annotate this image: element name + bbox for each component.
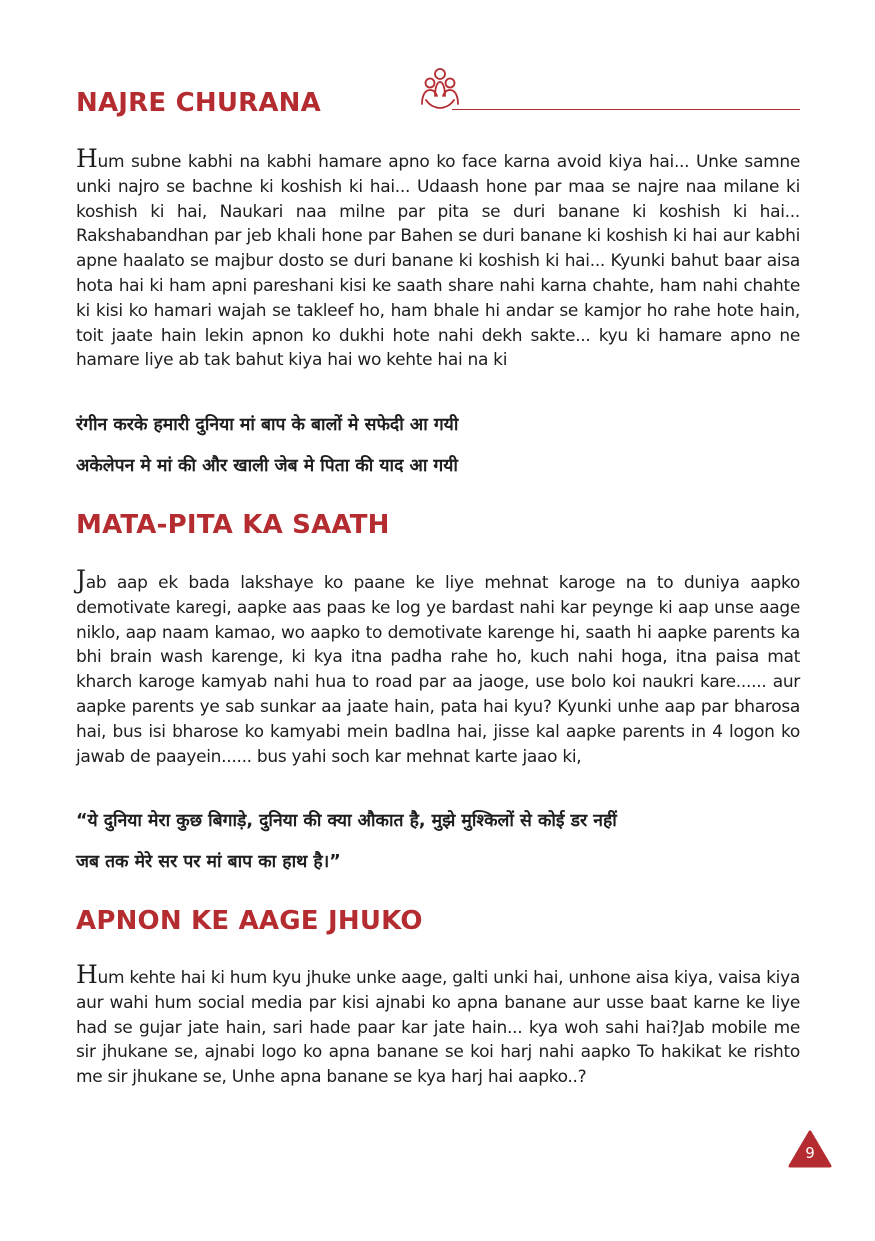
section-body-mata-pita-ka-saath	[76, 567, 800, 769]
family-icon	[416, 66, 464, 112]
hindi-quote-line-1: रंगीन करके हमारी दुनिया मां बाप के बालों मे सफेदी आ गयी	[76, 415, 459, 435]
hindi-quote-line-2: अकेलेपन मे मां की और खाली जेब मे पिता की याद आ गयी	[76, 456, 458, 476]
body-text: um subne kabhi na kabhi hamare apno ko face karna avoid kiya hai... Unke samne unki najro se bachne ki koshish ki hai... Udaash hone par maa se najre naa milane ki koshish ki hai, Naukari naa milne par pita se duri banane ki koshish ki hai... Rakshabandhan par jeb khali hone par Bahen se duri banane ki koshish ki hai aur kabhi apne haalato se majbur dosto se duri banane ki koshish ki hai... Kyunki bahut baar aisa hota hai ki ham apni pareshani kisi ke saath share nahi karna chahte, ham nahi chahte ki kisi ko hamari wajah se takleef ho, ham bhale hi andar se kamjor ho rahe hote hain, toit jaate hain lekin apnon ko dukhi hote nahi dekh sakte... kyu ki hamare apno ne hamare liye ab tak bahut kiya hai wo kehte hai na ki	[76, 152, 800, 371]
body-text: um kehte hai ki hum kyu jhuke unke aage, galti unki hai, unhone aisa kiya, vaisa kiya aur wahi hum social media par kisi ajnabi ko apna banane aur usse baat karne ke liye had se gujar jate hain, sari hade paar kar jate hain... kya woh sahi hai?Jab mobile me sir jhukane se, ajnabi logo ko apna banane se koi harj nahi aapko To hakikat ke rishto me sir jhukane se, Unhe apna banane se kya harj hai aapko..?	[76, 968, 800, 1088]
section-title-apnon-ke-aage-jhuko: APNON KE AAGE JHUKO	[76, 906, 423, 936]
section-body-najre-churana	[76, 146, 800, 373]
section-title-najre-churana: NAJRE CHURANA	[76, 88, 321, 118]
drop-cap: H	[76, 144, 98, 173]
hindi-quote-line-2: जब तक मेरे सर पर मां बाप का हाथ है।”	[76, 852, 341, 872]
section-title-mata-pita-ka-saath: MATA-PITA KA SAATH	[76, 510, 390, 540]
drop-cap: J	[76, 565, 86, 594]
header-rule	[452, 109, 800, 110]
drop-cap: H	[76, 960, 98, 989]
page-number: 9	[805, 1144, 815, 1162]
body-text: ab aap ek bada lakshaye ko paane ke liye mehnat karoge na to duniya aapko demotivate karegi, aapke aas paas ke log ye bardast nahi kar peynge ki aap unse aage niklo, aap naam kamao, wo aapko to demotivate karenge hi, saath hi aapke parents ka bhi brain wash karenge, ki kya itna padha rahe ho, kuch nahi hoga, itna paisa mat kharch karoge kamyab nahi hua to road par aa jaoge, use bolo koi naukri kare...... aur aapke parents ye sab sunkar aa jaate hain, pata hai kyu? Kyunki unhe aap par bharosa hai, bus isi bharose ko kamyabi mein badlna hai, jisse kal aapke parents in 4 logon ko jawab de paayein...... bus yahi soch kar mehnat karte jaao ki,	[76, 573, 800, 767]
section-body-apnon-ke-aage-jhuko	[76, 962, 800, 1090]
hindi-quote-line-1: “ये दुनिया मेरा कुछ बिगाड़े, दुनिया की क्या औकात है, मुझे मुश्किलों से कोई डर नहीं	[76, 811, 617, 831]
